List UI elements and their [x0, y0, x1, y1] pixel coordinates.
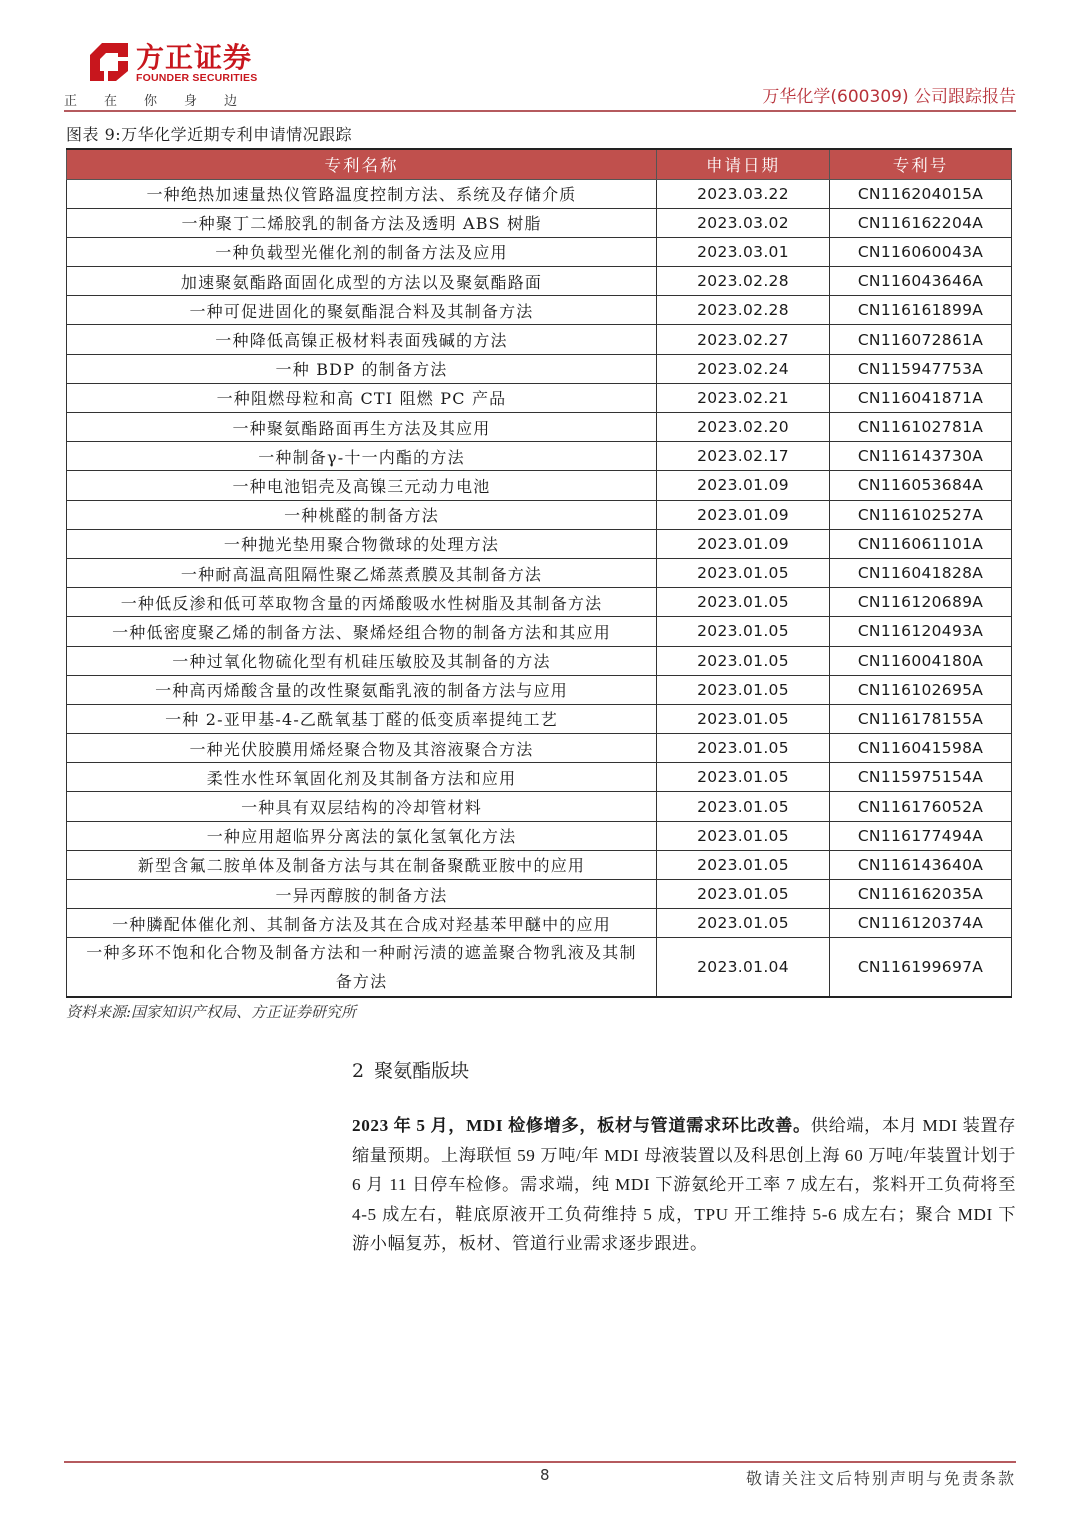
patent-name-cell: 一种低密度聚乙烯的制备方法、聚烯烃组合物的制备方法和其应用 [67, 617, 657, 646]
table-row [67, 704, 1012, 733]
patent-number-cell: CN115947753A [830, 354, 1012, 383]
patent-name-cell: 一种负载型光催化剂的制备方法及应用 [67, 237, 657, 266]
table-row [67, 179, 1012, 208]
application-date-cell: 2023.02.17 [657, 442, 830, 471]
patent-name-cell: 一种多环不饱和化合物及制备方法和一种耐污渍的遮盖聚合物乳液及其制备方法 [67, 938, 657, 998]
patent-number-cell: CN116143640A [830, 850, 1012, 879]
logo-chinese-name: 方正证券 [136, 41, 253, 74]
patent-name-cell: 一种 2-亚甲基-4-乙酰氧基丁醛的低变质率提纯工艺 [67, 704, 657, 733]
application-date-cell: 2023.01.05 [657, 734, 830, 763]
application-date-cell: 2023.02.21 [657, 383, 830, 412]
paragraph-body: 供给端，本月 MDI 装置存缩量预期。上海联恒 59 万吨/年 MDI 母液装置以及科思创上海 60 万吨/年装置计划于 6 月 11 日停车检修。需求端，纯 MDI 下游氨纶开工率 7 成左右，浆料开工负荷将至 4-5 成左右，鞋底原液开工负荷维持 5 成，TPU 开工维持 5-6 成左右；聚合 MDI 下游小幅复苏，板材、管道行业需求逐步跟进。 [352, 1116, 1016, 1253]
table-row [67, 792, 1012, 821]
patent-table [66, 148, 1012, 998]
table-row [67, 938, 1012, 998]
table-row [67, 529, 1012, 558]
table-row [67, 558, 1012, 587]
table-row [67, 237, 1012, 266]
table-row [67, 325, 1012, 354]
slogan [64, 90, 264, 109]
table-row [67, 617, 1012, 646]
column-header-date: 申请日期 [657, 149, 830, 179]
table-row [67, 675, 1012, 704]
patent-number-cell: CN116072861A [830, 325, 1012, 354]
patent-number-cell: CN116102781A [830, 413, 1012, 442]
table-row [67, 909, 1012, 938]
patent-name-cell: 一异丙醇胺的制备方法 [67, 880, 657, 909]
application-date-cell: 2023.01.05 [657, 704, 830, 733]
slogan-char: 身 [184, 94, 198, 109]
application-date-cell: 2023.03.22 [657, 179, 830, 208]
section-title: 聚氨酯版块 [374, 1060, 470, 1082]
patent-name-cell: 一种低反渗和低可萃取物含量的丙烯酸吸水性树脂及其制备方法 [67, 588, 657, 617]
patent-number-cell: CN116004180A [830, 646, 1012, 675]
slogan-char: 在 [104, 94, 118, 109]
patent-name-cell: 新型含氟二胺单体及制备方法与其在制备聚酰亚胺中的应用 [67, 850, 657, 879]
application-date-cell: 2023.01.09 [657, 529, 830, 558]
section-paragraph [352, 1111, 1016, 1259]
patent-name-cell: 一种具有双层结构的冷却管材料 [67, 792, 657, 821]
paragraph-lead: 2023 年 5 月，MDI 检修增多，板材与管道需求环比改善。 [352, 1116, 811, 1135]
patent-name-cell: 一种电池铝壳及高镍三元动力电池 [67, 471, 657, 500]
application-date-cell: 2023.01.05 [657, 821, 830, 850]
patent-name-cell: 一种 BDP 的制备方法 [67, 354, 657, 383]
application-date-cell: 2023.01.05 [657, 880, 830, 909]
table-row [67, 383, 1012, 412]
application-date-cell: 2023.02.20 [657, 413, 830, 442]
patent-number-cell: CN116061101A [830, 529, 1012, 558]
patent-name-cell: 一种聚氨酯路面再生方法及其应用 [67, 413, 657, 442]
patent-name-cell: 一种可促进固化的聚氨酯混合料及其制备方法 [67, 296, 657, 325]
patent-name-cell: 一种绝热加速量热仪管路温度控制方法、系统及存储介质 [67, 179, 657, 208]
patent-number-cell: CN115975154A [830, 763, 1012, 792]
column-header-name: 专利名称 [67, 149, 657, 179]
patent-number-cell: CN116178155A [830, 704, 1012, 733]
application-date-cell: 2023.01.09 [657, 471, 830, 500]
patent-name-cell: 一种抛光垫用聚合物微球的处理方法 [67, 529, 657, 558]
patent-number-cell: CN116199697A [830, 938, 1012, 998]
patent-number-cell: CN116041828A [830, 558, 1012, 587]
figure-caption: 图表 9:万华化学近期专利申请情况跟踪 [66, 125, 353, 144]
footer-disclaimer: 敬请关注文后特别声明与免责条款 [745, 1469, 1016, 1488]
table-row [67, 763, 1012, 792]
table-row [67, 413, 1012, 442]
table-row [67, 442, 1012, 471]
application-date-cell: 2023.03.02 [657, 208, 830, 237]
patent-number-cell: CN116120689A [830, 588, 1012, 617]
patent-name-cell: 一种应用超临界分离法的氯化氢氧化方法 [67, 821, 657, 850]
patent-number-cell: CN116120374A [830, 909, 1012, 938]
patent-name-cell: 一种耐高温高阻隔性聚乙烯蒸煮膜及其制备方法 [67, 558, 657, 587]
table-row [67, 354, 1012, 383]
patent-number-cell: CN116102527A [830, 500, 1012, 529]
application-date-cell: 2023.01.05 [657, 792, 830, 821]
logo-english-name: FOUNDER SECURITIES [136, 72, 258, 84]
patent-name-cell: 一种降低高镍正极材料表面残碱的方法 [67, 325, 657, 354]
application-date-cell: 2023.02.24 [657, 354, 830, 383]
table-row [67, 471, 1012, 500]
table-row [67, 208, 1012, 237]
patent-number-cell: CN116204015A [830, 179, 1012, 208]
application-date-cell: 2023.01.05 [657, 646, 830, 675]
patent-name-cell: 一种过氧化物硫化型有机硅压敏胶及其制备的方法 [67, 646, 657, 675]
patent-number-cell: CN116162035A [830, 880, 1012, 909]
patent-number-cell: CN116176052A [830, 792, 1012, 821]
patent-number-cell: CN116060043A [830, 237, 1012, 266]
patent-number-cell: CN116102695A [830, 675, 1012, 704]
table-row [67, 588, 1012, 617]
report-title: 万华化学(600309) 公司跟踪报告 [762, 87, 1016, 107]
table-row [67, 646, 1012, 675]
patent-name-cell: 一种高丙烯酸含量的改性聚氨酯乳液的制备方法与应用 [67, 675, 657, 704]
slogan-char: 边 [224, 94, 238, 109]
patent-table-body [67, 179, 1012, 997]
patent-number-cell: CN116043646A [830, 267, 1012, 296]
application-date-cell: 2023.01.05 [657, 588, 830, 617]
table-row [67, 850, 1012, 879]
table-row [67, 267, 1012, 296]
application-date-cell: 2023.01.05 [657, 763, 830, 792]
patent-name-cell: 加速聚氨酯路面固化成型的方法以及聚氨酯路面 [67, 267, 657, 296]
table-row [67, 500, 1012, 529]
patent-number-cell: CN116041871A [830, 383, 1012, 412]
patent-name-cell: 一种制备γ-十一内酯的方法 [67, 442, 657, 471]
table-header-row [67, 149, 1012, 179]
patent-name-cell: 柔性水性环氧固化剂及其制备方法和应用 [67, 763, 657, 792]
patent-number-cell: CN116162204A [830, 208, 1012, 237]
page-number: 8 [540, 1466, 550, 1484]
section-heading [352, 1056, 469, 1083]
application-date-cell: 2023.01.05 [657, 850, 830, 879]
page-header [64, 36, 1016, 110]
table-row [67, 821, 1012, 850]
patent-number-cell: CN116143730A [830, 442, 1012, 471]
patent-number-cell: CN116053684A [830, 471, 1012, 500]
patent-name-cell: 一种阻燃母粒和高 CTI 阻燃 PC 产品 [67, 383, 657, 412]
slogan-char: 正 [64, 94, 78, 109]
application-date-cell: 2023.02.27 [657, 325, 830, 354]
application-date-cell: 2023.02.28 [657, 296, 830, 325]
application-date-cell: 2023.01.05 [657, 675, 830, 704]
patent-name-cell: 一种聚丁二烯胶乳的制备方法及透明 ABS 树脂 [67, 208, 657, 237]
application-date-cell: 2023.01.05 [657, 558, 830, 587]
application-date-cell: 2023.02.28 [657, 267, 830, 296]
patent-name-cell: 一种光伏胶膜用烯烃聚合物及其溶液聚合方法 [67, 734, 657, 763]
source-note: 资料来源:国家知识产权局、方正证券研究所 [66, 1003, 357, 1021]
section-number: 2 [352, 1060, 365, 1082]
patent-name-cell: 一种桃醛的制备方法 [67, 500, 657, 529]
application-date-cell: 2023.01.04 [657, 938, 830, 998]
logo-mark-icon [88, 41, 130, 83]
application-date-cell: 2023.01.05 [657, 909, 830, 938]
patent-number-cell: CN116177494A [830, 821, 1012, 850]
table-row [67, 734, 1012, 763]
patent-name-cell: 一种膦配体催化剂、其制备方法及其在合成对羟基苯甲醚中的应用 [67, 909, 657, 938]
column-header-number: 专利号 [830, 149, 1012, 179]
slogan-char: 你 [144, 94, 158, 109]
table-row [67, 880, 1012, 909]
patent-number-cell: CN116041598A [830, 734, 1012, 763]
patent-number-cell: CN116120493A [830, 617, 1012, 646]
application-date-cell: 2023.01.05 [657, 617, 830, 646]
footer-divider [64, 1461, 1016, 1463]
application-date-cell: 2023.01.09 [657, 500, 830, 529]
patent-number-cell: CN116161899A [830, 296, 1012, 325]
header-divider [64, 110, 1016, 112]
table-row [67, 296, 1012, 325]
application-date-cell: 2023.03.01 [657, 237, 830, 266]
